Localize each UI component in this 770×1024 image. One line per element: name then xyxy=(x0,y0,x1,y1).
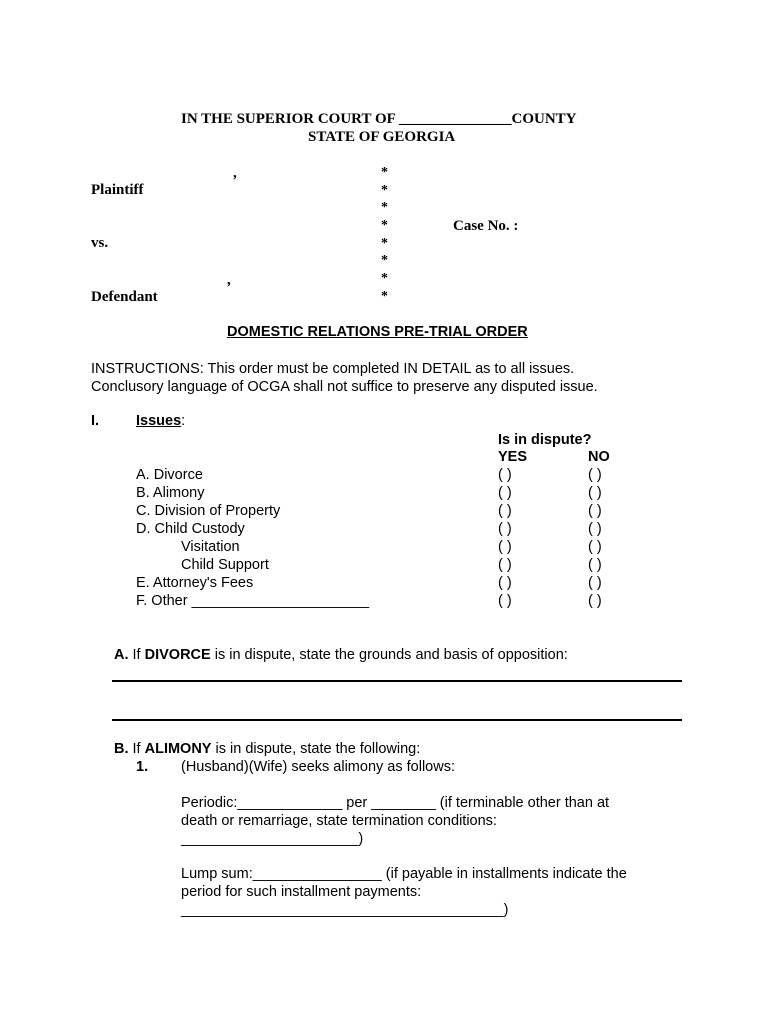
periodic-line-2: death or remarriage, state termination conditions: xyxy=(181,813,497,829)
asterisk: * xyxy=(381,289,388,304)
no-checkbox[interactable]: ( ) xyxy=(588,557,602,573)
instructions-line-2: Conclusory language of OCGA shall not suffice to preserve any disputed issue. xyxy=(91,379,598,395)
no-checkbox[interactable]: ( ) xyxy=(588,521,602,537)
court-heading: IN THE SUPERIOR COURT OF _______________COUNTY xyxy=(181,111,577,127)
asterisk: * xyxy=(381,271,388,286)
question-pre: If xyxy=(132,647,145,663)
case-number-label: Case No. : xyxy=(453,218,519,234)
no-checkbox[interactable]: ( ) xyxy=(588,485,602,501)
question-post: is in dispute, state the following: xyxy=(211,741,421,757)
no-checkbox[interactable]: ( ) xyxy=(588,467,602,483)
issue-item: Visitation xyxy=(181,539,240,555)
answer-line[interactable] xyxy=(112,680,682,682)
divorce-question xyxy=(114,647,568,663)
alimony-question xyxy=(114,741,420,757)
yes-checkbox[interactable]: ( ) xyxy=(498,521,512,537)
lump-sum-line-1[interactable]: Lump sum:________________ (if payable in installments indicate the xyxy=(181,866,627,882)
answer-line[interactable] xyxy=(112,719,682,721)
yes-header: YES xyxy=(498,449,528,465)
asterisk: * xyxy=(381,200,388,215)
asterisk: * xyxy=(381,236,388,251)
question-pre: If xyxy=(128,741,145,757)
yes-checkbox[interactable]: ( ) xyxy=(498,539,512,555)
alimony-keyword: ALIMONY xyxy=(144,741,212,757)
question-post: is in dispute, state the grounds and basis of opposition: xyxy=(210,647,568,663)
plaintiff-label: Plaintiff xyxy=(91,182,144,198)
no-checkbox[interactable]: ( ) xyxy=(588,575,602,591)
asterisk: * xyxy=(381,253,388,268)
lump-sum-line-2: period for such installment payments: xyxy=(181,884,422,900)
plaintiff-comma: , xyxy=(233,165,237,181)
lump-sum-line-3[interactable]: ________________________________________) xyxy=(181,902,509,918)
defendant-comma: , xyxy=(227,272,231,288)
vs-label: vs. xyxy=(91,235,109,251)
asterisk: * xyxy=(381,165,388,180)
periodic-line-1[interactable]: Periodic:_____________ per ________ (if terminable other than at xyxy=(181,795,610,811)
part-letter: B. xyxy=(114,741,129,757)
no-checkbox[interactable]: ( ) xyxy=(588,593,602,609)
section-number: I. xyxy=(91,413,100,429)
no-checkbox[interactable]: ( ) xyxy=(588,539,602,555)
issue-item: D. Child Custody xyxy=(136,521,245,537)
yes-checkbox[interactable]: ( ) xyxy=(498,503,512,519)
yes-checkbox[interactable]: ( ) xyxy=(498,467,512,483)
issue-item: B. Alimony xyxy=(136,485,205,501)
issue-item: C. Division of Property xyxy=(136,503,281,519)
defendant-label: Defendant xyxy=(91,289,158,305)
issue-item[interactable]: F. Other ______________________ xyxy=(136,593,370,609)
periodic-line-3[interactable]: ______________________) xyxy=(181,831,364,847)
yes-checkbox[interactable]: ( ) xyxy=(498,575,512,591)
asterisk: * xyxy=(381,183,388,198)
issue-item: A. Divorce xyxy=(136,467,203,483)
item-number: 1. xyxy=(136,759,149,775)
order-title: DOMESTIC RELATIONS PRE-TRIAL ORDER xyxy=(227,324,528,340)
instructions-line-1: INSTRUCTIONS: This order must be completed IN DETAIL as to all issues. xyxy=(91,361,575,377)
dispute-header: Is in dispute? xyxy=(498,432,592,448)
no-checkbox[interactable]: ( ) xyxy=(588,503,602,519)
state-heading: STATE OF GEORGIA xyxy=(308,129,456,145)
issue-item: Child Support xyxy=(181,557,269,573)
heading-colon: : xyxy=(181,413,186,429)
yes-checkbox[interactable]: ( ) xyxy=(498,593,512,609)
issues-heading: Issues xyxy=(136,413,182,429)
yes-checkbox[interactable]: ( ) xyxy=(498,557,512,573)
no-header: NO xyxy=(588,449,610,465)
section-heading xyxy=(136,413,185,429)
part-letter: A. xyxy=(114,647,129,663)
yes-checkbox[interactable]: ( ) xyxy=(498,485,512,501)
asterisk: * xyxy=(381,218,388,233)
issue-item: E. Attorney's Fees xyxy=(136,575,254,591)
divorce-keyword: DIVORCE xyxy=(144,647,211,663)
item-text: (Husband)(Wife) seeks alimony as follows: xyxy=(181,759,455,775)
